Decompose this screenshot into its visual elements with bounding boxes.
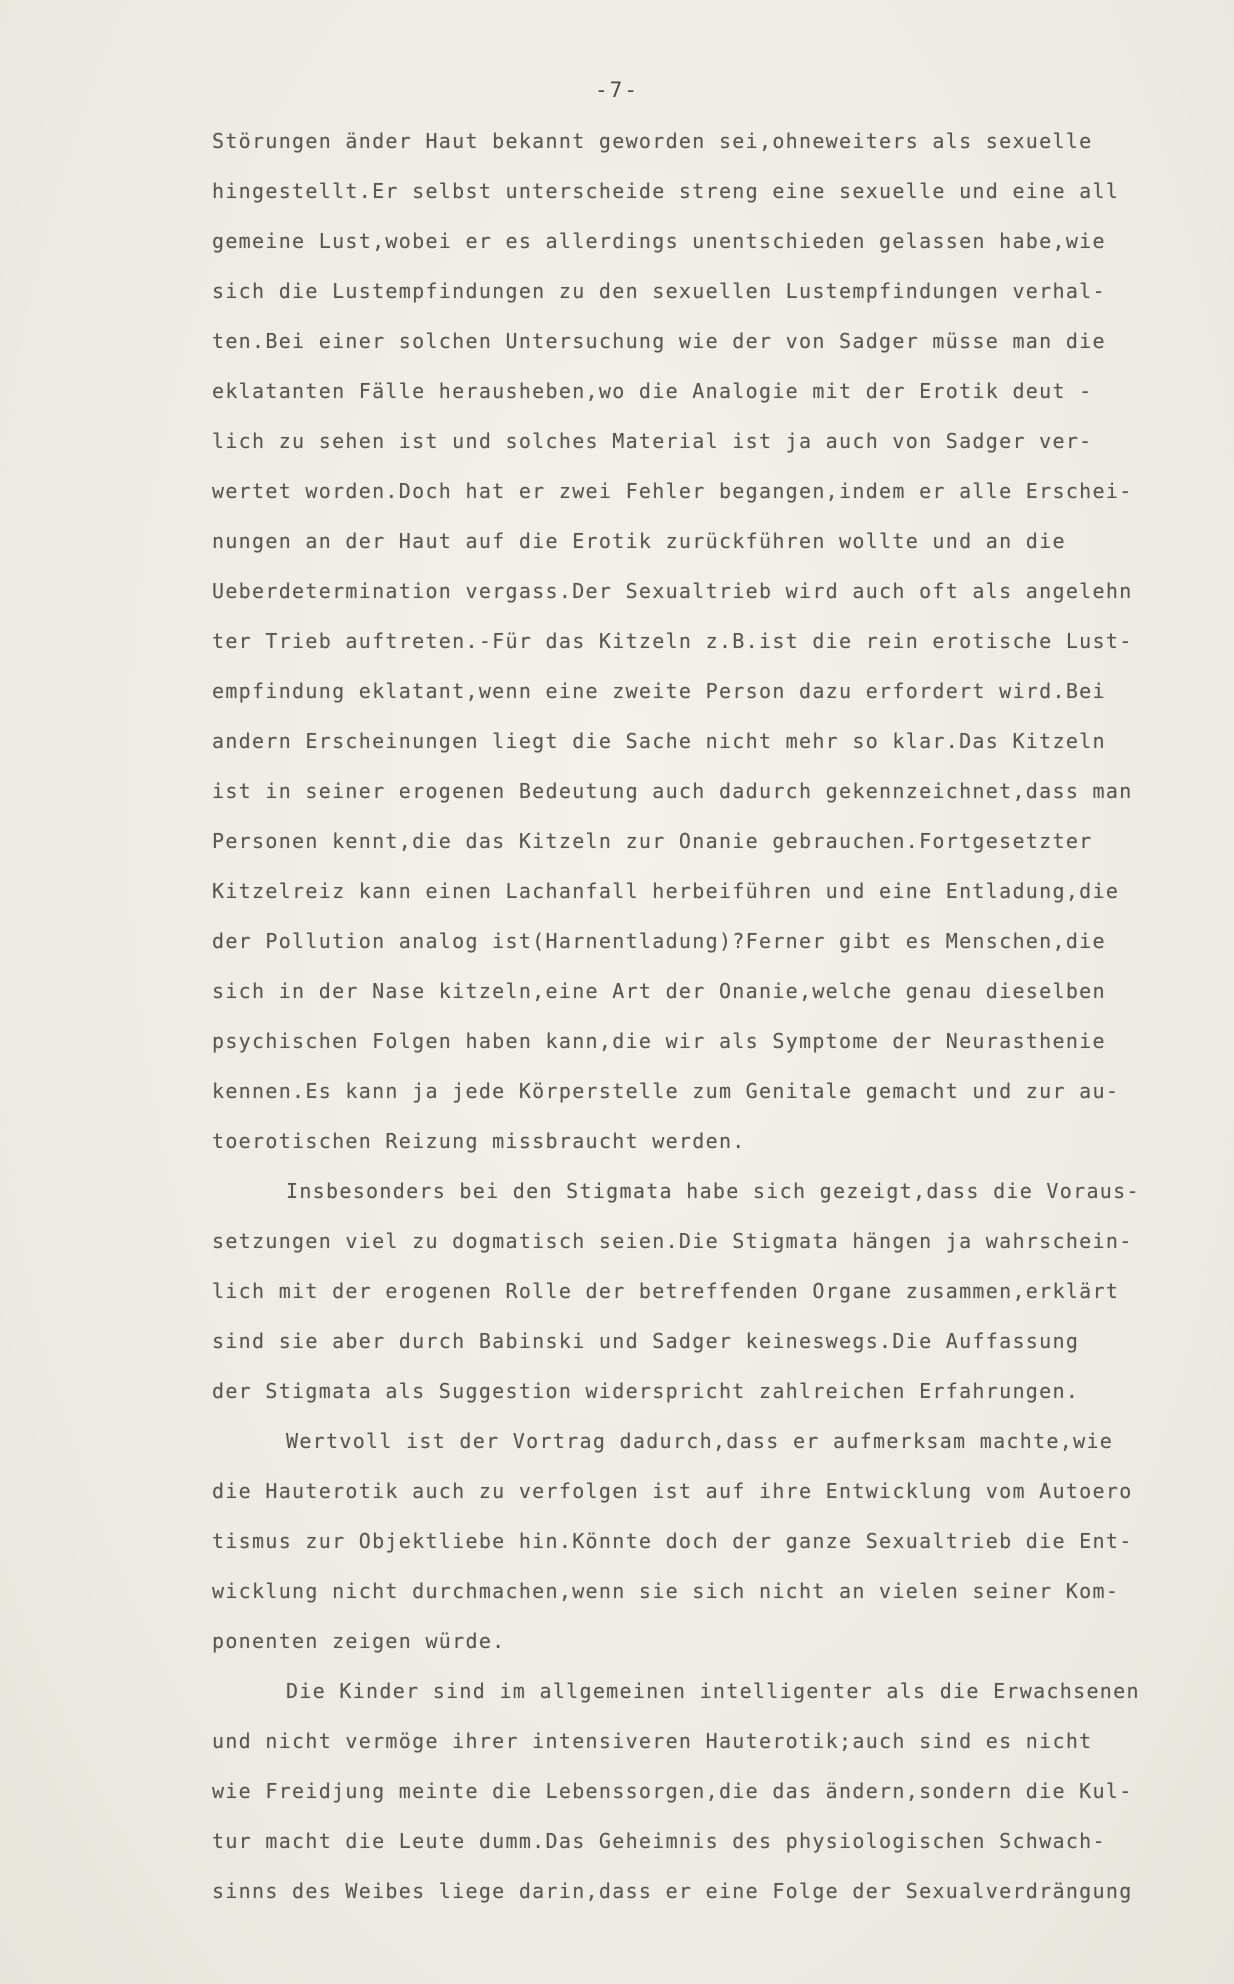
text-line: eklatanten Fälle herausheben,wo die Analogie mit der Erotik deut -: [212, 379, 1093, 403]
text-line: die Hauterotik auch zu verfolgen ist auf ihre Entwicklung vom Autoero: [212, 1479, 1133, 1503]
text-line: tismus zur Objektliebe hin.Könnte doch der ganze Sexualtrieb die Ent-: [212, 1529, 1133, 1553]
text-line: kennen.Es kann ja jede Körperstelle zum Genitale gemacht und zur au-: [212, 1079, 1120, 1103]
text-line: nungen an der Haut auf die Erotik zurückführen wollte und an die: [212, 529, 1066, 553]
text-line: Kitzelreiz kann einen Lachanfall herbeiführen und eine Entladung,die: [212, 879, 1120, 903]
text-line: der Pollution analog ist(Harnentladung)?Ferner gibt es Menschen,die: [212, 929, 1106, 953]
text-line: wie Freidjung meinte die Lebenssorgen,die das ändern,sondern die Kul-: [212, 1779, 1133, 1803]
text-line: tur macht die Leute dumm.Das Geheimnis des physiologischen Schwach-: [212, 1829, 1106, 1853]
text-line: sich die Lustempfindungen zu den sexuellen Lustempfindungen verhal-: [212, 279, 1106, 303]
text-line: lich mit der erogenen Rolle der betreffenden Organe zusammen,erklärt: [212, 1279, 1120, 1303]
text-line: ter Trieb auftreten.-Für das Kitzeln z.B.ist die rein erotische Lust-: [212, 629, 1133, 653]
text-line: andern Erscheinungen liegt die Sache nicht mehr so klar.Das Kitzeln: [212, 729, 1106, 753]
text-line: Insbesonders bei den Stigmata habe sich gezeigt,dass die Voraus-: [286, 1179, 1140, 1203]
text-line: Die Kinder sind im allgemeinen intelligenter als die Erwachsenen: [286, 1679, 1140, 1703]
text-line: lich zu sehen ist und solches Material ist ja auch von Sadger ver-: [212, 429, 1093, 453]
text-line: wicklung nicht durchmachen,wenn sie sich nicht an vielen seiner Kom-: [212, 1579, 1120, 1603]
text-line: Störungen änder Haut bekannt geworden sei,ohneweiters als sexuelle: [212, 129, 1093, 153]
text-line: wertet worden.Doch hat er zwei Fehler begangen,indem er alle Erschei-: [212, 479, 1133, 503]
page-number: -7-: [595, 78, 639, 102]
text-line: ist in seiner erogenen Bedeutung auch dadurch gekennzeichnet,dass man: [212, 779, 1133, 803]
text-line: psychischen Folgen haben kann,die wir als Symptome der Neurasthenie: [212, 1029, 1106, 1053]
text-line: setzungen viel zu dogmatisch seien.Die Stigmata hängen ja wahrschein-: [212, 1229, 1133, 1253]
text-line: sich in der Nase kitzeln,eine Art der Onanie,welche genau dieselben: [212, 979, 1106, 1003]
text-line: gemeine Lust,wobei er es allerdings unentschieden gelassen habe,wie: [212, 229, 1106, 253]
text-line: und nicht vermöge ihrer intensiveren Hauterotik;auch sind es nicht: [212, 1729, 1093, 1753]
text-line: Ueberdetermination vergass.Der Sexualtrieb wird auch oft als angelehn: [212, 579, 1133, 603]
text-line: toerotischen Reizung missbraucht werden.: [212, 1129, 746, 1153]
text-line: ponenten zeigen würde.: [212, 1629, 506, 1653]
text-line: ten.Bei einer solchen Untersuchung wie der von Sadger müsse man die: [212, 329, 1106, 353]
text-line: empfindung eklatant,wenn eine zweite Person dazu erfordert wird.Bei: [212, 679, 1106, 703]
text-line: Personen kennt,die das Kitzeln zur Onanie gebrauchen.Fortgesetzter: [212, 829, 1093, 853]
text-line: Wertvoll ist der Vortrag dadurch,dass er aufmerksam machte,wie: [286, 1429, 1114, 1453]
text-line: hingestellt.Er selbst unterscheide streng eine sexuelle und eine all: [212, 179, 1120, 203]
text-line: der Stigmata als Suggestion widerspricht zahlreichen Erfahrungen.: [212, 1379, 1080, 1403]
text-line: sinns des Weibes liege darin,dass er eine Folge der Sexualverdrängung: [212, 1879, 1133, 1903]
text-line: sind sie aber durch Babinski und Sadger keineswegs.Die Auffassung: [212, 1329, 1080, 1353]
